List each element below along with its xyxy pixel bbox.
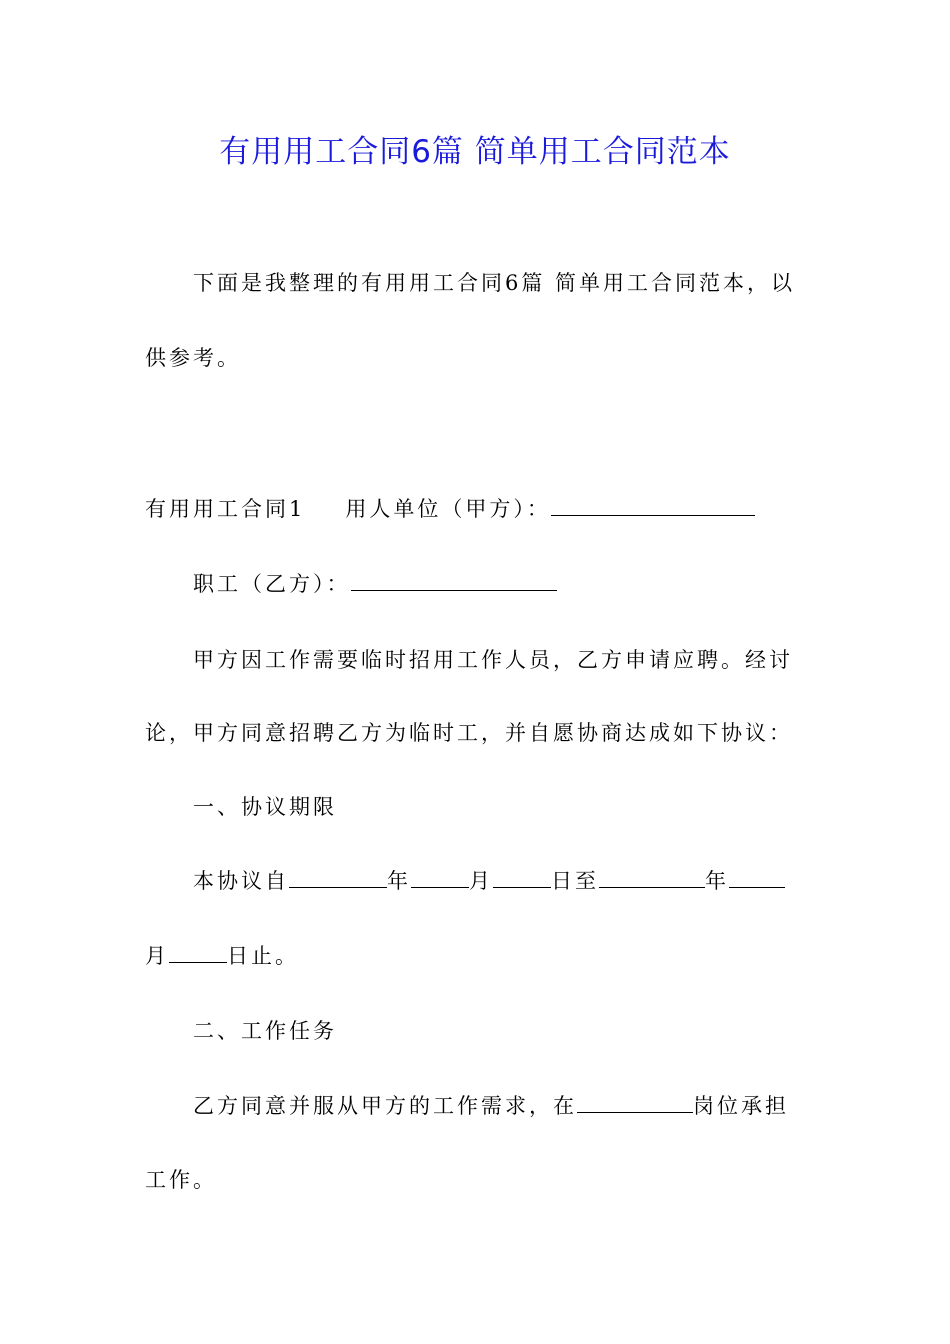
end-month-blank-part xyxy=(729,867,785,888)
term-line-1 xyxy=(193,866,785,896)
task-line-2: 工作。 xyxy=(145,1168,217,1192)
term-line-2 xyxy=(145,941,299,971)
start-year-blank xyxy=(289,867,387,888)
end-year-blank xyxy=(599,867,705,888)
paragraph-1-line-1: 甲方因工作需要临时招用工作人员，乙方申请应聘。经讨 xyxy=(193,648,793,672)
task-post-text: 岗位承担 xyxy=(693,1094,789,1118)
paragraph-1-line-2: 论，甲方同意招聘乙方为临时工，并自愿协商达成如下协议： xyxy=(145,721,793,745)
start-day-blank xyxy=(493,867,551,888)
year-text-2: 年 xyxy=(705,869,729,893)
end-day-blank xyxy=(169,942,227,963)
section-1-heading: 一、协议期限 xyxy=(193,795,337,819)
day-to-text: 日至 xyxy=(551,869,599,893)
start-month-blank xyxy=(411,867,469,888)
party-b-line xyxy=(193,569,557,599)
document-title: 有用用工合同6篇 简单用工合同范本 xyxy=(219,134,731,170)
section-2-heading: 二、工作任务 xyxy=(193,1019,337,1043)
month-text-2: 月 xyxy=(145,944,169,968)
year-text: 年 xyxy=(387,869,411,893)
party-b-label: 职工（乙方）： xyxy=(193,572,351,596)
party-b-blank xyxy=(351,570,557,591)
position-blank xyxy=(577,1092,693,1113)
intro-line-2: 供参考。 xyxy=(145,346,241,370)
contract-heading: 有用用工合同1 xyxy=(145,497,306,521)
party-a-label: 用人单位（甲方）： xyxy=(345,497,551,521)
term-from-text: 本协议自 xyxy=(193,869,289,893)
party-a-blank xyxy=(551,495,755,516)
task-pre-text: 乙方同意并服从甲方的工作需求，在 xyxy=(193,1094,577,1118)
month-text: 月 xyxy=(469,869,493,893)
task-line-1 xyxy=(193,1091,789,1121)
intro-line-1: 下面是我整理的有用用工合同6篇 简单用工合同范本，以 xyxy=(193,271,796,295)
contract-heading-line xyxy=(145,494,755,524)
day-end-text: 日止。 xyxy=(227,944,299,968)
